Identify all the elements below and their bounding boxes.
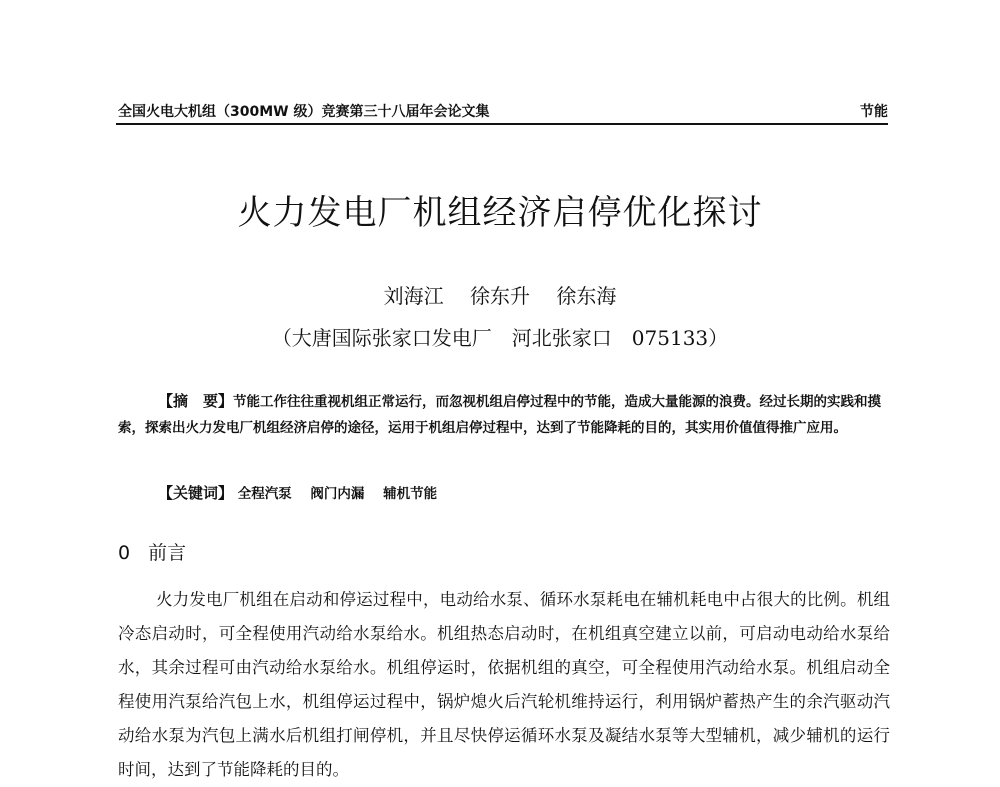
author-name: 刘海江 [383, 284, 444, 308]
keywords [158, 482, 888, 503]
abstract [118, 388, 888, 441]
keywords-label: 【关键词】 [158, 484, 234, 502]
keyword: 辅机节能 [383, 486, 438, 502]
author-affiliation: （大唐国际张家口发电厂 河北张家口 075133） [271, 326, 729, 350]
paper-title: 火力发电厂机组经济启停优化探讨 [237, 193, 763, 233]
author-name: 徐东海 [556, 284, 617, 308]
author-name: 徐东升 [470, 284, 530, 308]
section-label: 节能 [860, 104, 888, 120]
abstract-label: 【摘 要】 [158, 392, 234, 410]
section-title: 前言 [148, 542, 187, 564]
header-rule [116, 123, 888, 125]
running-header [118, 101, 888, 125]
abstract-text: 节能工作往往重视机组正常运行，而忽视机组启停过程中的节能，造成大量能源的浪费。经过长期的实践和摸索，探索出火力发电厂机组经济启停的途径，运用于机组启停过程中，达到了节能降耗的目的，其实用价值值得推广应用。 [118, 394, 882, 436]
section-number: 0 [118, 542, 131, 564]
body-paragraph: 火力发电厂机组在启动和停运过程中，电动给水泵、循环水泵耗电在辅机耗电中占很大的比例。机组冷态启动时，可全程使用汽动给水泵给水。机组热态启动时，在机组真空建立以前，可启动电动给水泵给水，其余过程可由汽动给水泵给水。机组停运时，依据机组的真空，可全程使用汽动给水泵。机组启动全程使用汽泵给汽包上水，机组停运过程中，锅炉熄火后汽轮机维持运行，利用锅炉蓄热产生的余汽驱动汽动给水泵为汽包上满水后机组打闸停机，并且尽快停运循环水泵及凝结水泵等大型辅机，减少辅机的运行时间，达到了节能降耗的目的。 [118, 590, 890, 779]
keyword: 全程汽泵 [237, 486, 292, 502]
author-list [0, 280, 1000, 309]
journal-title: 全国火电大机组（300MW 级）竞赛第三十八届年会论文集 [118, 104, 490, 120]
section-heading [118, 538, 186, 565]
keyword: 阀门内漏 [310, 486, 365, 502]
